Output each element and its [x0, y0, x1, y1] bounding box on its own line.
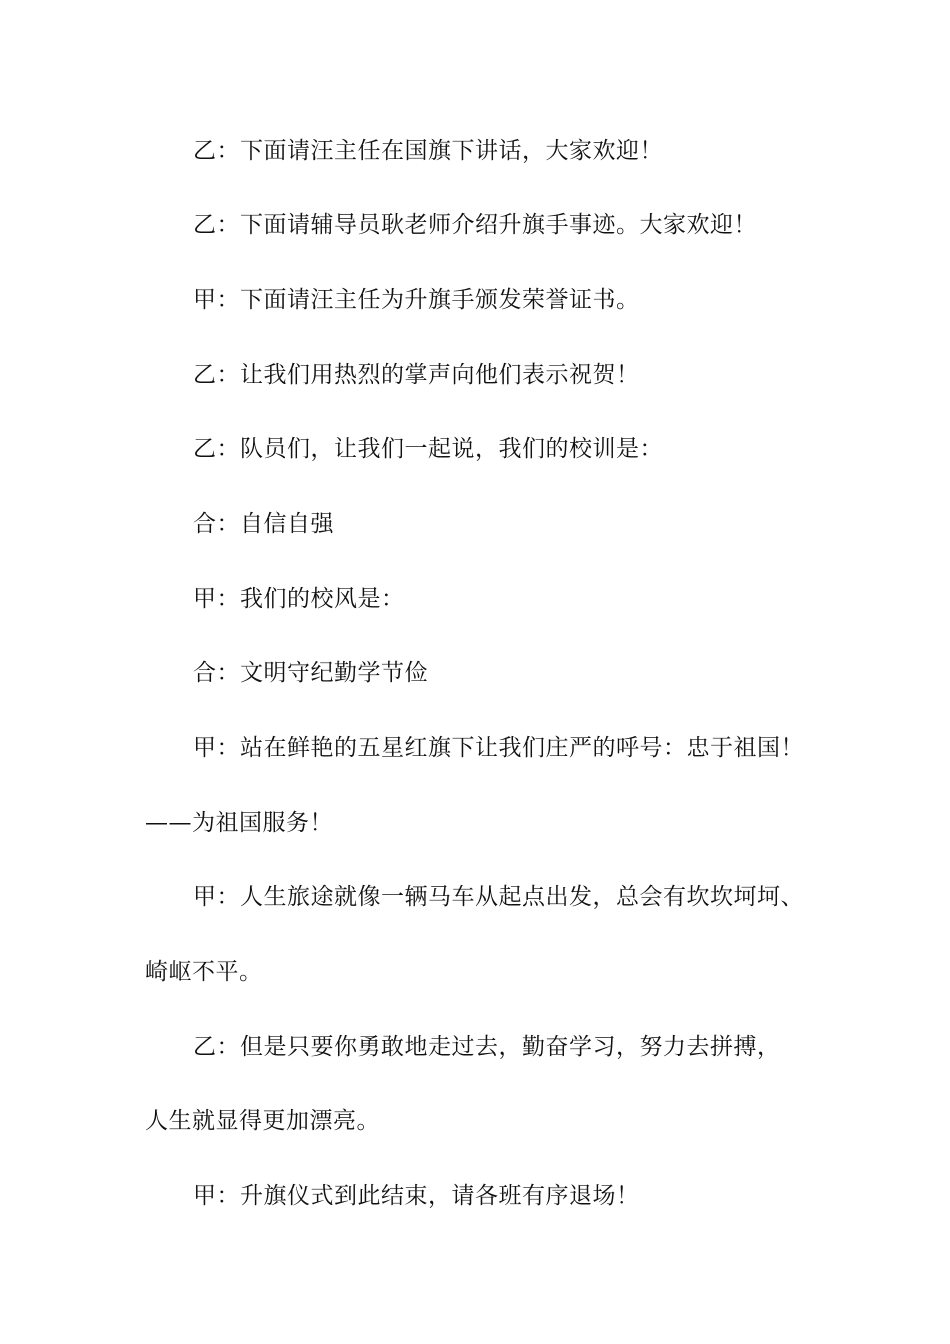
paragraph-line: 甲：我们的校风是：: [193, 586, 405, 612]
paragraph-line-continued: ——为祖国服务！: [145, 810, 333, 836]
paragraph-line: 乙：下面请汪主任在国旗下讲话，大家欢迎！: [193, 138, 663, 164]
paragraph-line: 乙：但是只要你勇敢地走过去，勤奋学习，努力去拼搏，: [193, 1034, 781, 1060]
paragraph-line: 甲：站在鲜艳的五星红旗下让我们庄严的呼号：忠于祖国！: [193, 735, 804, 761]
paragraph-line-continued: 人生就显得更加漂亮。: [145, 1108, 380, 1134]
paragraph-line: 合：自信自强: [193, 511, 334, 537]
paragraph-line: 甲：升旗仪式到此结束，请各班有序退场！: [193, 1183, 640, 1209]
paragraph-line: 合：文明守纪勤学节俭: [193, 660, 428, 686]
paragraph-line-continued: 崎岖不平。: [145, 959, 263, 985]
paragraph-line: 乙：让我们用热烈的掌声向他们表示祝贺！: [193, 362, 640, 388]
paragraph-line: 甲：下面请汪主任为升旗手颁发荣誉证书。: [193, 287, 640, 313]
paragraph-line: 乙：下面请辅导员耿老师介绍升旗手事迹。大家欢迎！: [193, 212, 757, 238]
paragraph-line: 甲：人生旅途就像一辆马车从起点出发，总会有坎坎坷坷、: [193, 884, 804, 910]
paragraph-line: 乙：队员们，让我们一起说，我们的校训是：: [193, 436, 663, 462]
